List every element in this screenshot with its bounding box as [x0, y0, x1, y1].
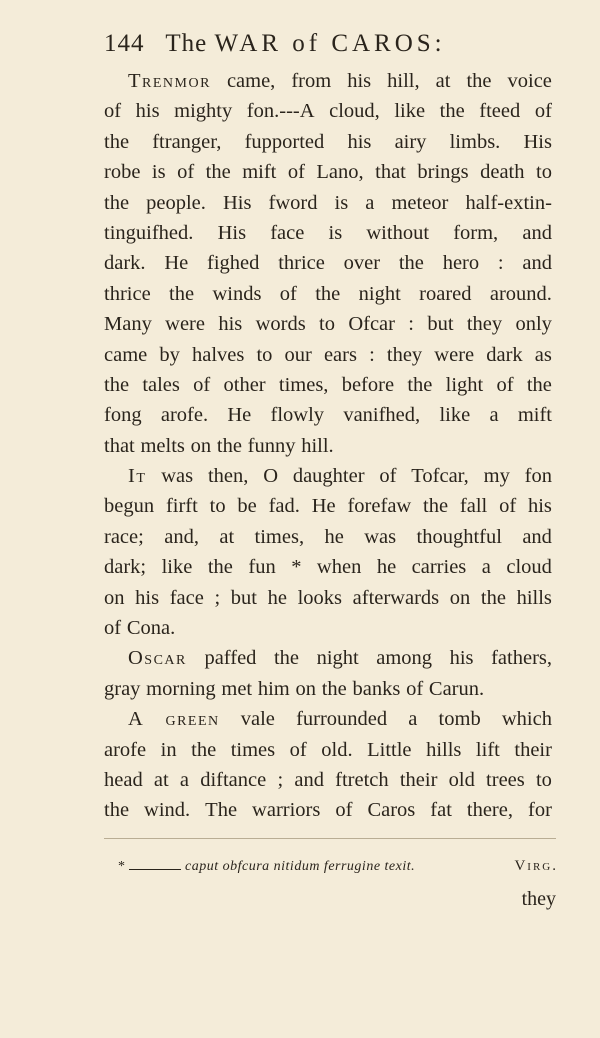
- text-line: [104, 309, 552, 339]
- word: arofe.: [160, 404, 209, 427]
- word: head: [104, 768, 143, 791]
- word: fteed: [479, 100, 521, 123]
- word: the: [104, 799, 130, 822]
- text-line: [104, 522, 552, 552]
- text-line: [104, 96, 552, 126]
- word: vanifhed,: [343, 404, 421, 427]
- word: his: [449, 647, 474, 670]
- word: around.: [489, 282, 552, 305]
- body-text: [104, 66, 552, 826]
- footnote: [118, 858, 558, 875]
- running-title-caps: WAR of CAROS:: [214, 30, 446, 57]
- word: only: [515, 313, 552, 336]
- text-line: [104, 248, 552, 278]
- word: there,: [466, 799, 513, 822]
- word: the: [205, 161, 231, 184]
- word: limbs.: [449, 130, 501, 153]
- word: Caros: [367, 799, 416, 822]
- word: green: [165, 708, 220, 731]
- word: is: [151, 161, 166, 184]
- word: and: [522, 221, 552, 244]
- word: and: [294, 768, 324, 791]
- word: gray: [104, 677, 141, 700]
- word: fall: [459, 495, 488, 518]
- word: that: [104, 434, 135, 457]
- word: their: [399, 768, 438, 791]
- word: looks: [297, 586, 343, 609]
- word: thrice: [104, 282, 151, 305]
- text-line: [104, 552, 552, 582]
- word: the: [191, 738, 217, 761]
- word: the: [321, 677, 347, 700]
- word: flowly: [270, 404, 325, 427]
- word: fupported: [244, 130, 325, 153]
- word: the: [398, 252, 424, 275]
- word: fword: [268, 191, 318, 214]
- word: like: [161, 556, 193, 579]
- word: firft: [165, 495, 198, 518]
- running-title: [165, 30, 445, 57]
- word: on: [449, 586, 471, 609]
- word: when: [316, 556, 362, 579]
- word: his: [135, 100, 160, 123]
- word: then,: [207, 465, 249, 488]
- word: He: [164, 252, 189, 275]
- word: of: [335, 799, 353, 822]
- word: It: [128, 465, 147, 488]
- word: furrounded: [296, 708, 388, 731]
- word: diftance: [200, 768, 267, 791]
- word: at: [153, 768, 169, 791]
- word: mift: [242, 161, 277, 184]
- word: the: [315, 282, 341, 305]
- word: banks: [352, 677, 401, 700]
- word: dark.: [104, 252, 146, 275]
- word: ;: [277, 768, 284, 791]
- word: form,: [453, 221, 499, 244]
- word: their: [514, 738, 552, 761]
- word: vale: [240, 708, 275, 731]
- word: He: [311, 495, 336, 518]
- word: The: [205, 799, 238, 822]
- word: other: [223, 373, 266, 396]
- word: he: [324, 525, 344, 548]
- word: dark: [486, 343, 523, 366]
- word: of: [289, 738, 307, 761]
- text-line: [104, 643, 552, 673]
- word: of: [177, 161, 195, 184]
- text-line: [104, 127, 552, 157]
- word: lift: [475, 738, 500, 761]
- word: Oscar: [128, 647, 187, 670]
- word: like: [394, 100, 426, 123]
- word: his: [527, 495, 552, 518]
- word: my: [483, 465, 510, 488]
- word: the: [480, 586, 506, 609]
- text-line: [104, 370, 552, 400]
- word: by: [159, 343, 180, 366]
- word: was: [161, 465, 194, 488]
- word: they: [466, 313, 503, 336]
- word: was: [364, 525, 397, 548]
- word: but: [230, 586, 257, 609]
- text-line: [104, 461, 552, 491]
- word: and,: [164, 525, 199, 548]
- word: arofe: [104, 738, 147, 761]
- word: came,: [226, 70, 276, 92]
- word: night: [316, 647, 359, 670]
- text-line: [104, 431, 552, 461]
- word: funny: [247, 434, 296, 457]
- text-line: [104, 157, 552, 187]
- word: were: [165, 313, 205, 336]
- footnote-latin-quote: caput obfcura nitidum ferrugine texit.: [185, 859, 416, 874]
- word: race;: [104, 525, 144, 548]
- word: of: [279, 282, 297, 305]
- word: is: [328, 221, 343, 244]
- word: half-extin-: [465, 191, 552, 214]
- word: Lano,: [316, 161, 364, 184]
- word: his: [218, 313, 243, 336]
- word: of: [104, 100, 122, 123]
- word: of: [496, 373, 514, 396]
- word: his: [347, 70, 372, 92]
- text-line: [104, 340, 552, 370]
- word: fat: [430, 799, 452, 822]
- word: without: [366, 221, 430, 244]
- word: the: [466, 70, 492, 92]
- word: ftranger,: [152, 130, 222, 153]
- word: our: [284, 343, 312, 366]
- word: ears: [323, 343, 357, 366]
- word: fon: [524, 465, 552, 488]
- word: to: [536, 161, 552, 184]
- footnote-separator: [104, 838, 556, 839]
- word: Little: [367, 738, 412, 761]
- word: light: [445, 373, 484, 396]
- text-line: [104, 279, 552, 309]
- word: face: [169, 586, 204, 609]
- word: Cona.: [126, 617, 176, 640]
- word: in: [160, 738, 177, 761]
- word: cloud: [506, 556, 552, 579]
- word: carries: [411, 556, 467, 579]
- word: ;: [214, 586, 221, 609]
- word: a: [365, 191, 375, 214]
- word: on: [190, 434, 212, 457]
- footnote-citation: Virg.: [514, 858, 558, 874]
- word: hill,: [387, 70, 420, 92]
- word: the: [207, 556, 233, 579]
- word: warriors: [252, 799, 321, 822]
- word: his: [135, 586, 160, 609]
- word: tinguifhed.: [104, 221, 194, 244]
- word: a: [481, 556, 491, 579]
- word: to: [535, 768, 552, 791]
- word: met: [221, 677, 253, 700]
- word: Many: [104, 313, 152, 336]
- word: he: [267, 586, 287, 609]
- word: his: [347, 130, 372, 153]
- word: Ofcar: [348, 313, 395, 336]
- word: begun: [104, 495, 155, 518]
- word: which: [501, 708, 552, 731]
- word: O: [263, 465, 278, 488]
- text-line: [104, 735, 552, 765]
- word: a: [179, 768, 190, 791]
- word: thoughtful: [416, 525, 502, 548]
- word: Carun.: [428, 677, 485, 700]
- footnote-marker: *: [118, 859, 125, 874]
- word: death: [480, 161, 525, 184]
- word: tomb: [438, 708, 481, 731]
- word: old.: [321, 738, 353, 761]
- word: the: [273, 647, 300, 670]
- word: of: [406, 677, 424, 700]
- word: thrice: [278, 252, 325, 275]
- running-title-the: The: [165, 30, 208, 57]
- word: roared: [419, 282, 472, 305]
- word: of: [534, 100, 552, 123]
- word: the: [216, 434, 242, 457]
- word: people.: [146, 191, 206, 214]
- text-line: [104, 795, 552, 825]
- word: the: [407, 373, 433, 396]
- word: and: [522, 525, 552, 548]
- word: before: [341, 373, 395, 396]
- word: fad.: [268, 495, 300, 518]
- word: forefaw: [347, 495, 412, 518]
- text-line: [104, 66, 552, 96]
- word: old: [448, 768, 475, 791]
- word: is: [334, 191, 349, 214]
- word: paffed: [204, 647, 257, 670]
- word: morning: [146, 677, 216, 700]
- word: to: [209, 495, 226, 518]
- word: times,: [278, 373, 329, 396]
- text-line: [104, 704, 552, 734]
- word: His: [217, 221, 247, 244]
- word: fighed: [207, 252, 260, 275]
- text-line: [104, 188, 552, 218]
- word: *: [291, 556, 302, 579]
- word: of: [287, 161, 305, 184]
- word: mift: [517, 404, 552, 427]
- word: fon.---A: [246, 100, 315, 123]
- word: he: [376, 556, 397, 579]
- word: A: [128, 708, 145, 731]
- word: hill.: [301, 434, 334, 457]
- word: His: [222, 191, 252, 214]
- text-line: [104, 674, 552, 704]
- word: winds: [212, 282, 262, 305]
- word: on: [295, 677, 316, 700]
- word: came: [104, 343, 148, 366]
- word: words: [255, 313, 306, 336]
- word: afterwards: [352, 586, 440, 609]
- word: of: [193, 373, 211, 396]
- running-header: [104, 30, 446, 58]
- word: they: [386, 343, 423, 366]
- word: the: [169, 282, 195, 305]
- word: the: [439, 100, 465, 123]
- word: halves: [191, 343, 245, 366]
- word: the: [526, 373, 552, 396]
- catchword: they: [521, 888, 556, 910]
- word: and: [522, 252, 552, 275]
- word: for: [528, 799, 552, 822]
- word: ftretch: [335, 768, 389, 791]
- word: a: [489, 404, 499, 427]
- word: face: [270, 221, 305, 244]
- word: like: [439, 404, 471, 427]
- word: wind.: [144, 799, 191, 822]
- word: the: [104, 130, 130, 153]
- word: of: [104, 617, 122, 640]
- word: to: [256, 343, 273, 366]
- word: to: [319, 313, 335, 336]
- word: dark;: [104, 556, 147, 579]
- word: that: [375, 161, 406, 184]
- word: fathers,: [491, 647, 552, 670]
- word: Trenmor: [128, 70, 211, 92]
- text-line: [104, 765, 552, 795]
- word: at: [219, 525, 235, 548]
- word: robe: [104, 161, 141, 184]
- word: among: [376, 647, 433, 670]
- text-line: [104, 491, 552, 521]
- word: on: [104, 586, 125, 609]
- word: daughter: [292, 465, 365, 488]
- word: :: [497, 252, 504, 275]
- word: the: [104, 373, 130, 396]
- word: He: [227, 404, 252, 427]
- word: fun: [248, 556, 276, 579]
- word: of: [499, 495, 517, 518]
- word: meteor: [391, 191, 449, 214]
- word: times,: [254, 525, 305, 548]
- word: voice: [507, 70, 552, 92]
- word: :: [408, 313, 414, 336]
- word: :: [369, 343, 375, 366]
- word: hills: [516, 586, 552, 609]
- word: a: [408, 708, 418, 731]
- word: airy: [394, 130, 427, 153]
- word: brings: [417, 161, 469, 184]
- footnote-dash: [129, 869, 181, 870]
- word: cloud,: [329, 100, 380, 123]
- word: the: [104, 191, 130, 214]
- word: fong: [104, 404, 142, 427]
- word: His: [523, 130, 552, 153]
- word: over: [343, 252, 381, 275]
- word: the: [423, 495, 449, 518]
- page-number: 144: [104, 30, 145, 57]
- word: but: [427, 313, 454, 336]
- word: hero: [442, 252, 480, 275]
- word: trees: [486, 768, 525, 791]
- word: Tofcar,: [411, 465, 469, 488]
- word: hills: [426, 738, 462, 761]
- word: times: [230, 738, 276, 761]
- word: mighty: [174, 100, 233, 123]
- word: were: [434, 343, 475, 366]
- word: at: [435, 70, 451, 92]
- word: from: [291, 70, 332, 92]
- word: him: [257, 677, 290, 700]
- word: of: [379, 465, 397, 488]
- word: melts: [140, 434, 185, 457]
- word: night: [358, 282, 401, 305]
- word: be: [237, 495, 257, 518]
- text-line: [104, 613, 552, 643]
- text-line: [104, 400, 552, 430]
- word: tales: [142, 373, 180, 396]
- text-line: [104, 218, 552, 248]
- text-line: [104, 583, 552, 613]
- word: as: [534, 343, 552, 366]
